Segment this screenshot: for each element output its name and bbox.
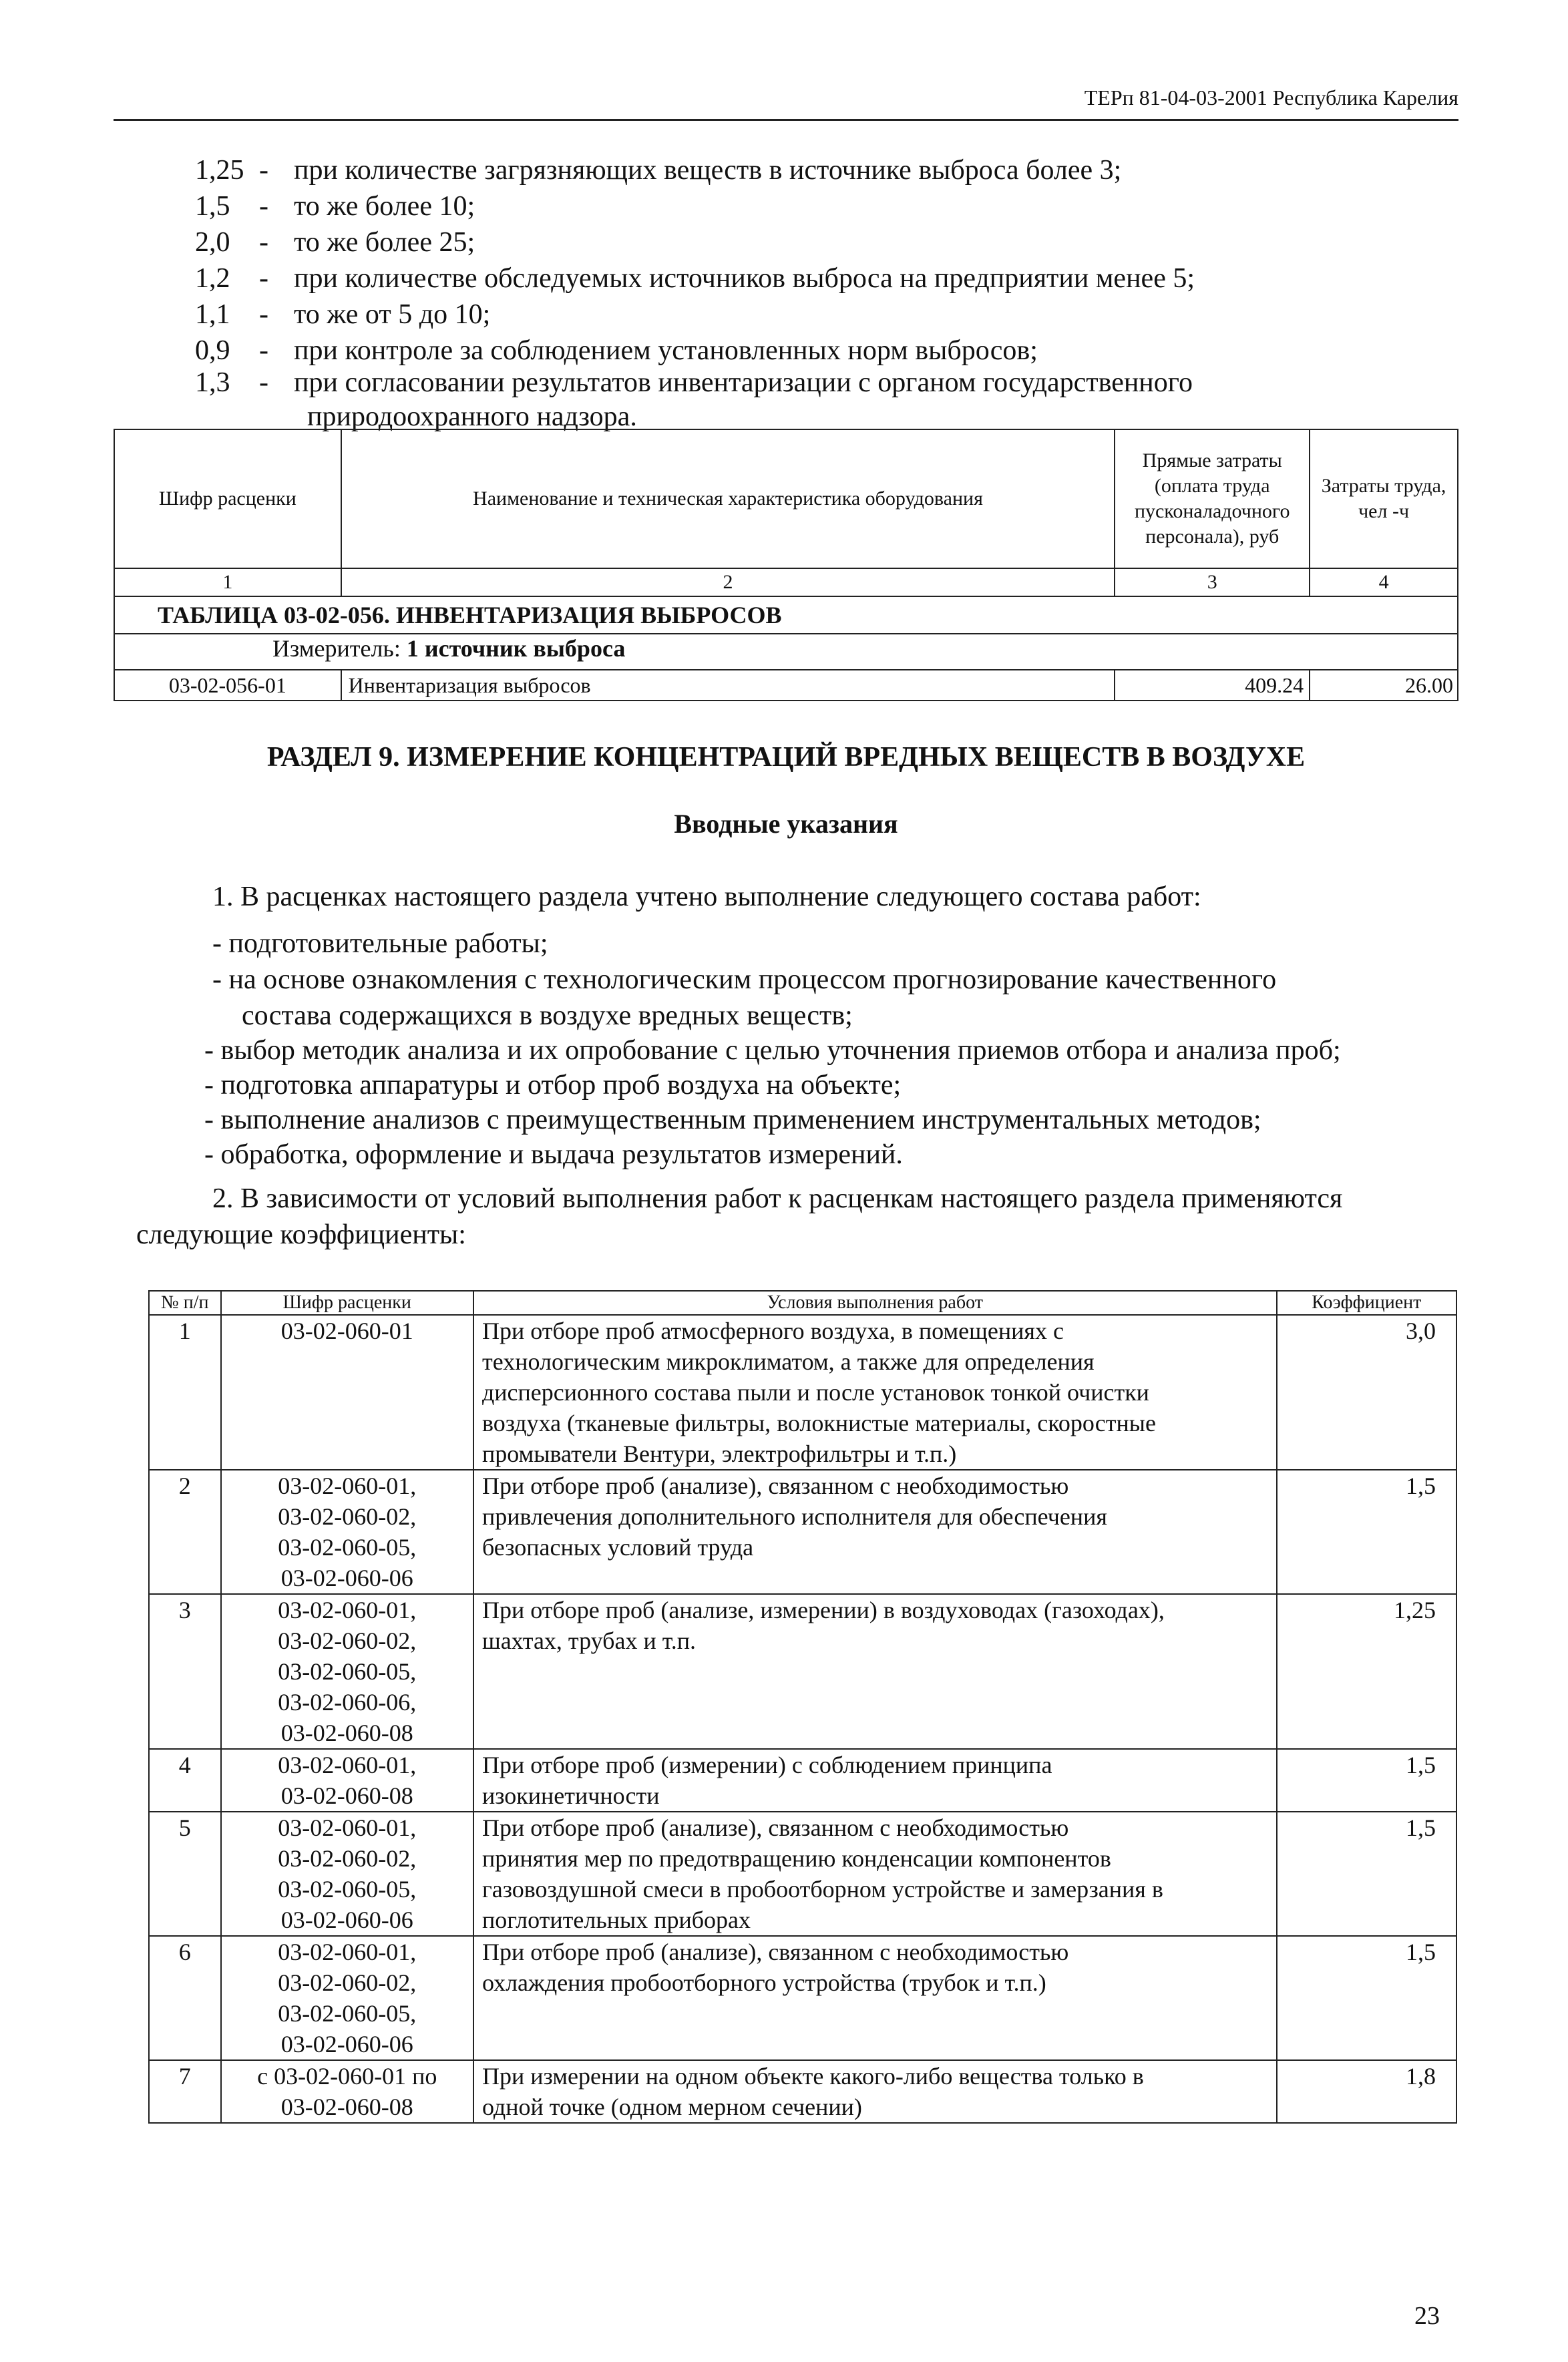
intro-title: Вводные указания (674, 809, 898, 839)
page-number: 23 (1414, 2302, 1440, 2330)
coefficient-continuation: природоохранного надзора. (307, 401, 637, 432)
row-code: 03-02-060-08 (280, 2094, 413, 2120)
row-codes (221, 1315, 473, 1470)
row-condition-line: При отборе проб (измерении) с соблюдением принципа (481, 1752, 1052, 1778)
point1-item: - подготовительные работы; (212, 928, 548, 959)
row-code: 03-02-060-01 (280, 1318, 413, 1344)
point1-lead: 1. В расценках настоящего раздела учтено выполнение следующего состава работ: (212, 881, 1201, 912)
coefficient-value: 1,3 (195, 367, 230, 398)
point1-item: - обработка, оформление и выдача результатов измерений. (204, 1139, 903, 1170)
coefficient-text: при количестве загрязняющих веществ в источнике выброса более 3; (294, 155, 1122, 186)
row-code: с 03-02-060-01 по (257, 2063, 437, 2090)
row-condition-line: изокинетичности (481, 1782, 660, 1809)
row-coefficient: 1,25 (1277, 1594, 1456, 1749)
header-rule (114, 119, 1458, 121)
header-code: Шифр расценки (114, 429, 341, 568)
th-number: № п/п (149, 1291, 221, 1315)
coefficient-value: 1,25 (195, 155, 244, 186)
coefficient-dash: - (259, 155, 268, 186)
row-code: 03-02-060-05, (278, 1534, 417, 1561)
table-row (149, 1749, 1456, 1812)
row-code: 03-02-060-01, (278, 1752, 417, 1778)
row-codes (221, 1749, 473, 1812)
row-number: 7 (149, 2060, 221, 2123)
coefficient-value: 1,1 (195, 299, 230, 330)
coefficient-item (195, 260, 1195, 297)
row-conditions (473, 2060, 1277, 2123)
table-row (149, 1315, 1456, 1470)
row-conditions (473, 1315, 1277, 1470)
row-condition-line: При отборе проб (анализе), связанном с необходимостью (481, 1939, 1069, 1965)
row-condition-line: газовоздушной смеси в пробоотборном устройстве и замерзания в (481, 1876, 1163, 1903)
row-condition-line: технологическим микроклиматом, а также для определения (481, 1348, 1095, 1375)
coefficient-item (195, 297, 490, 333)
table-row (149, 1470, 1456, 1594)
row-codes (221, 1812, 473, 1936)
row-coefficient: 1,8 (1277, 2060, 1456, 2123)
row-number: 4 (149, 1749, 221, 1812)
row-condition-line: безопасных условий труда (481, 1534, 754, 1561)
coefficient-item (195, 188, 475, 224)
row-condition-line: привлечения дополнительного исполнителя для обеспечения (481, 1503, 1107, 1530)
row-condition-line: При отборе проб (анализе), связанном с необходимостью (481, 1814, 1069, 1841)
row-code: 03-02-060-01, (278, 1939, 417, 1965)
row-code: 03-02-060-08 (280, 1720, 413, 1746)
row-labor: 26.00 (1310, 670, 1458, 701)
row-code: 03-02-060-02, (278, 1845, 417, 1872)
row-code: 03-02-060-01, (278, 1597, 417, 1623)
point1-item: - выбор методик анализа и их опробование с целью уточнения приемов отбора и анализа проб; (204, 1035, 1341, 1066)
colnum-2: 2 (341, 568, 1115, 596)
row-code: 03-02-060-02, (278, 1503, 417, 1530)
coefficient-dash: - (259, 191, 268, 222)
measure-row (114, 634, 1458, 670)
row-code: 03-02-060-02, (278, 1969, 417, 1996)
colnum-1: 1 (114, 568, 341, 596)
row-coefficient: 1,5 (1277, 1470, 1456, 1594)
row-code: 03-02-060-05, (278, 1876, 417, 1903)
row-condition-line: охлаждения пробоотборного устройства (трубок и т.п.) (481, 1969, 1046, 1996)
row-number: 2 (149, 1470, 221, 1594)
header-labor: Затраты труда, чел -ч (1310, 429, 1458, 568)
row-code: 03-02-056-01 (114, 670, 341, 701)
row-number: 5 (149, 1812, 221, 1936)
header-name: Наименование и техническая характеристика оборудования (341, 429, 1115, 568)
point1-item: состава содержащихся в воздухе вредных веществ; (242, 1000, 853, 1031)
page-header: ТЕРп 81-04-03-2001 Республика Карелия (1084, 85, 1458, 110)
point2-line1: 2. В зависимости от условий выполнения работ к расценкам настоящего раздела применяются (212, 1183, 1343, 1214)
row-condition-line: принятия мер по предотвращению конденсации компонентов (481, 1845, 1111, 1872)
row-name: Инвентаризация выбросов (341, 670, 1115, 701)
header-cost: Прямые затраты (оплата труда пусконаладочного персонала), руб (1115, 429, 1310, 568)
coefficient-item (195, 333, 1038, 369)
row-cost: 409.24 (1115, 670, 1310, 701)
row-condition-line: воздуха (тканевые фильтры, волокнистые материалы, скоростные (481, 1410, 1156, 1436)
coefficient-dash: - (259, 299, 268, 330)
row-code: 03-02-060-05, (278, 1658, 417, 1685)
point2-line2: следующие коэффициенты: (136, 1219, 466, 1250)
row-condition-line: При отборе проб (анализе), связанном с необходимостью (481, 1472, 1069, 1499)
row-conditions (473, 1594, 1277, 1749)
coefficient-text: то же более 10; (294, 191, 475, 222)
coefficient-item (195, 152, 1121, 188)
row-conditions (473, 1812, 1277, 1936)
coefficient-item (195, 224, 475, 260)
point1-item: - на основе ознакомления с технологическим процессом прогнозирование качественного (212, 964, 1277, 995)
th-code: Шифр расценки (221, 1291, 473, 1315)
table-row (149, 1812, 1456, 1936)
colnum-4: 4 (1310, 568, 1458, 596)
coefficient-text: при контроле за соблюдением установленных норм выбросов; (294, 335, 1038, 366)
row-coefficient: 3,0 (1277, 1315, 1456, 1470)
row-code: 03-02-060-02, (278, 1627, 417, 1654)
row-number: 1 (149, 1315, 221, 1470)
row-codes (221, 2060, 473, 2123)
row-coefficient: 1,5 (1277, 1936, 1456, 2060)
row-condition-line: промыватели Вентури, электрофильтры и т.п.) (481, 1440, 957, 1467)
row-condition-line: шахтах, трубах и т.п. (481, 1627, 696, 1654)
measure-value: 1 источник выброса (406, 635, 626, 662)
row-number: 3 (149, 1594, 221, 1749)
coefficient-dash: - (259, 367, 268, 398)
point1-item: - выполнение анализов с преимущественным применением инструментальных методов; (204, 1105, 1261, 1135)
row-code: 03-02-060-06, (278, 1689, 417, 1716)
row-condition-line: дисперсионного состава пыли и после установок тонкой очистки (481, 1379, 1149, 1406)
th-coefficient: Коэффициент (1277, 1291, 1456, 1315)
table-row (149, 1594, 1456, 1749)
row-number: 6 (149, 1936, 221, 2060)
point1-item: - подготовка аппаратуры и отбор проб воздуха на объекте; (204, 1070, 902, 1101)
table-row (114, 670, 1458, 701)
th-conditions: Условия выполнения работ (473, 1291, 1277, 1315)
row-conditions (473, 1749, 1277, 1812)
coefficient-value: 1,2 (195, 263, 230, 294)
section-title: РАЗДЕЛ 9. ИЗМЕРЕНИЕ КОНЦЕНТРАЦИЙ ВРЕДНЫХ ВЕЩЕСТВ В ВОЗДУХЕ (266, 742, 1306, 773)
coefficient-dash: - (259, 263, 268, 294)
table-row (149, 2060, 1456, 2123)
table-row (149, 1936, 1456, 2060)
row-code: 03-02-060-06 (280, 2031, 413, 2057)
coefficient-dash: - (259, 227, 268, 258)
row-codes (221, 1936, 473, 2060)
row-condition-line: При отборе проб атмосферного воздуха, в помещениях с (481, 1318, 1064, 1344)
coefficient-value: 1,5 (195, 191, 230, 222)
coefficient-value: 0,9 (195, 335, 230, 366)
row-code: 03-02-060-01, (278, 1472, 417, 1499)
coefficient-text: при согласовании результатов инвентаризации с органом государственного (294, 367, 1193, 398)
row-condition-line: поглотительных приборах (481, 1907, 751, 1933)
row-code: 03-02-060-01, (278, 1814, 417, 1841)
row-code: 03-02-060-06 (280, 1565, 413, 1591)
table-caption: ТАБЛИЦА 03-02-056. ИНВЕНТАРИЗАЦИЯ ВЫБРОСОВ (114, 596, 1458, 634)
coefficient-dash: - (259, 335, 268, 366)
price-table (114, 429, 1458, 701)
coefficient-table (148, 1290, 1457, 2124)
row-code: 03-02-060-08 (280, 1782, 413, 1809)
coefficient-item (195, 365, 1193, 401)
row-codes (221, 1594, 473, 1749)
coefficient-text: то же от 5 до 10; (294, 299, 491, 330)
row-code: 03-02-060-06 (280, 1907, 413, 1933)
row-condition-line: При отборе проб (анализе, измерении) в воздуховодах (газоходах), (481, 1597, 1165, 1623)
row-coefficient: 1,5 (1277, 1749, 1456, 1812)
coefficient-text: при количестве обследуемых источников выброса на предприятии менее 5; (294, 263, 1195, 294)
row-coefficient: 1,5 (1277, 1812, 1456, 1936)
row-condition-line: одной точке (одном мерном сечении) (481, 2094, 862, 2120)
row-conditions (473, 1470, 1277, 1594)
colnum-3: 3 (1115, 568, 1310, 596)
row-codes (221, 1470, 473, 1594)
row-code: 03-02-060-05, (278, 2000, 417, 2027)
measure-label: Измеритель: (272, 635, 401, 662)
coefficient-text: то же более 25; (294, 227, 475, 258)
coefficient-value: 2,0 (195, 227, 230, 258)
row-condition-line: При измерении на одном объекте какого-либо вещества только в (481, 2063, 1144, 2090)
row-conditions (473, 1936, 1277, 2060)
